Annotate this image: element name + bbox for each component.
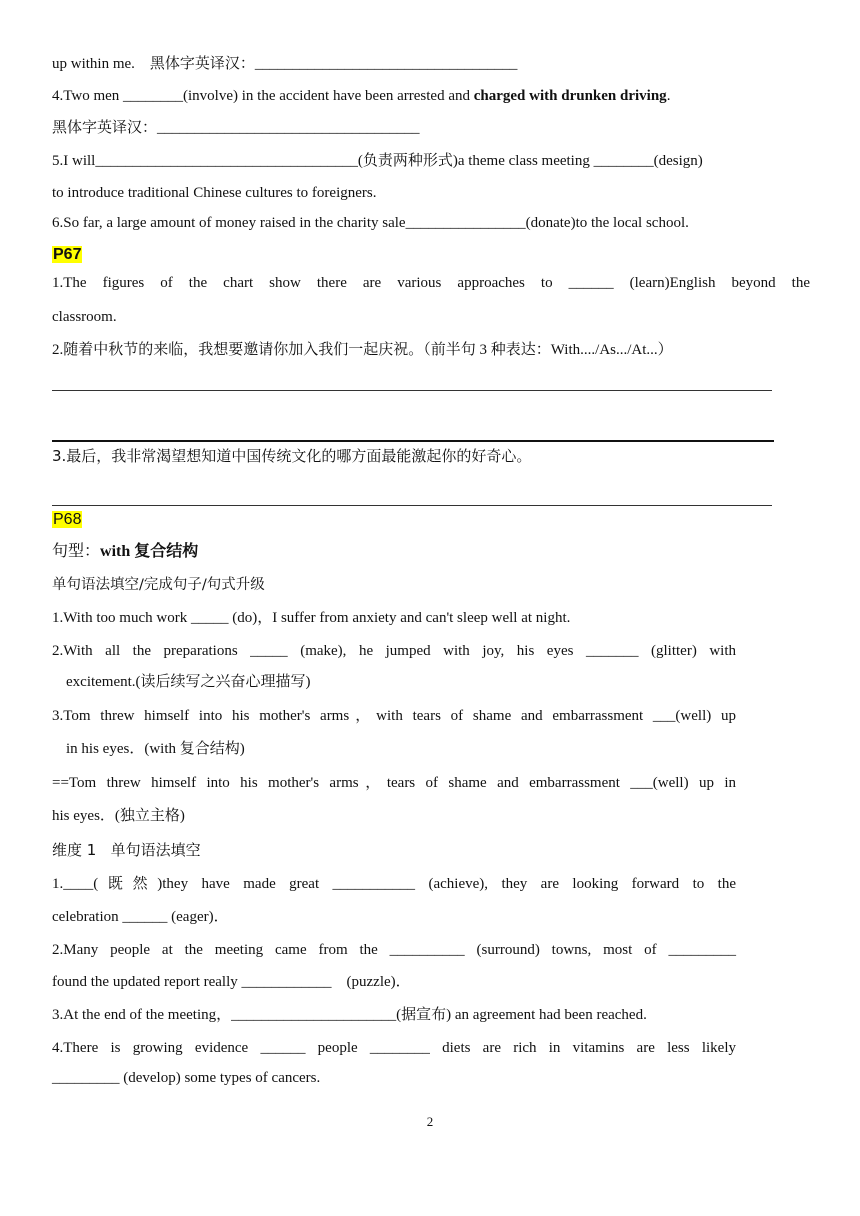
with-question-1: 1.With too much work _____ (do)，I suffer from anxiety and can't sleep well at night. [52,610,571,626]
p67-question-3: 3.最后，我非常渴望想知道中国传统文化的哪方面最能激起你的好奇心。 [52,447,532,465]
grammar-question-1-cont: celebration ______ (eager)． [52,909,229,925]
pattern-topic: with 复合结构 [100,543,199,560]
absolute-construction-cont: his eyes．(独立主格) [52,808,185,824]
pattern-label: 句型： [52,541,101,560]
grammar-question-3: 3.At the end of the meeting，______________________(据宣布) an agreement had been reached. [52,1007,647,1023]
exercise-types: 单句语法填空/完成句子/句式升级 [52,577,265,593]
question-4 [52,86,670,106]
with-question-3: 3.Tom threw himself into his mother's arms，with tears of shame and embarrassment ___(well) up [52,708,736,724]
section-label-p67: P67 [53,246,82,263]
grammar-question-2-cont: found the updated report really ____________ (puzzle)． [52,974,411,990]
section-p67 [52,245,82,265]
bold-phrase: charged with drunken driving [473,88,667,104]
answer-line [52,440,774,442]
question-5-cont: to introduce traditional Chinese cultures to foreigners. [52,185,377,201]
p67-question-1: 1.The figures of the chart show there are various approaches to ______ (learn)English beyond the [52,275,810,291]
section-p68 [52,510,82,530]
page-number: 2 [426,1114,434,1129]
grammar-question-4: 4.There is growing evidence ______ people ________ diets are rich in vitamins are less likely [52,1040,736,1056]
with-question-2: 2.With all the preparations _____ (make), he jumped with joy, his eyes _______ (glitter) with [52,643,736,659]
grammar-question-4-cont: _________ (develop) some types of cancers. [52,1070,321,1086]
pattern-heading [52,541,198,562]
line-translate-1: up within me. 黑体字英译汉：___________________________________ [52,56,518,72]
with-question-3-cont: in his eyes．(with 复合结构) [66,741,245,757]
answer-line [52,390,772,391]
with-question-2-cont: excitement.(读后续写之兴奋心理描写) [66,674,311,690]
answer-line [52,505,772,506]
line-translate-2: 黑体字英译汉：___________________________________ [52,120,420,136]
question-5: 5.I will___________________________________(负责两种形式)a theme class meeting ________(design) [52,153,703,169]
grammar-question-2: 2.Many people at the meeting came from the __________ (surround) towns, most of _________ [52,942,736,958]
dimension-heading: 维度 1 单句语法填空 [52,841,201,859]
question-6: 6.So far, a large amount of money raised in the charity sale________________(donate)to the local school. [52,215,689,231]
p67-question-2: 2.随着中秋节的来临，我想要邀请你加入我们一起庆祝。（前半句 3 种表达：With..../As.../At...） [52,342,673,358]
absolute-construction: ==Tom threw himself into his mother's arms，tears of shame and embarrassment ___(well) up in [52,775,736,791]
grammar-question-1: 1.____(既然)they have made great ___________ (achieve), they are looking forward to the [52,876,736,892]
question-4-text: 4.Two men ________(involve) in the accident have been arrested and [52,88,474,104]
section-label-p68: P68 [53,511,82,528]
p67-question-1-cont: classroom. [52,309,117,325]
question-4-end: . [666,88,671,104]
